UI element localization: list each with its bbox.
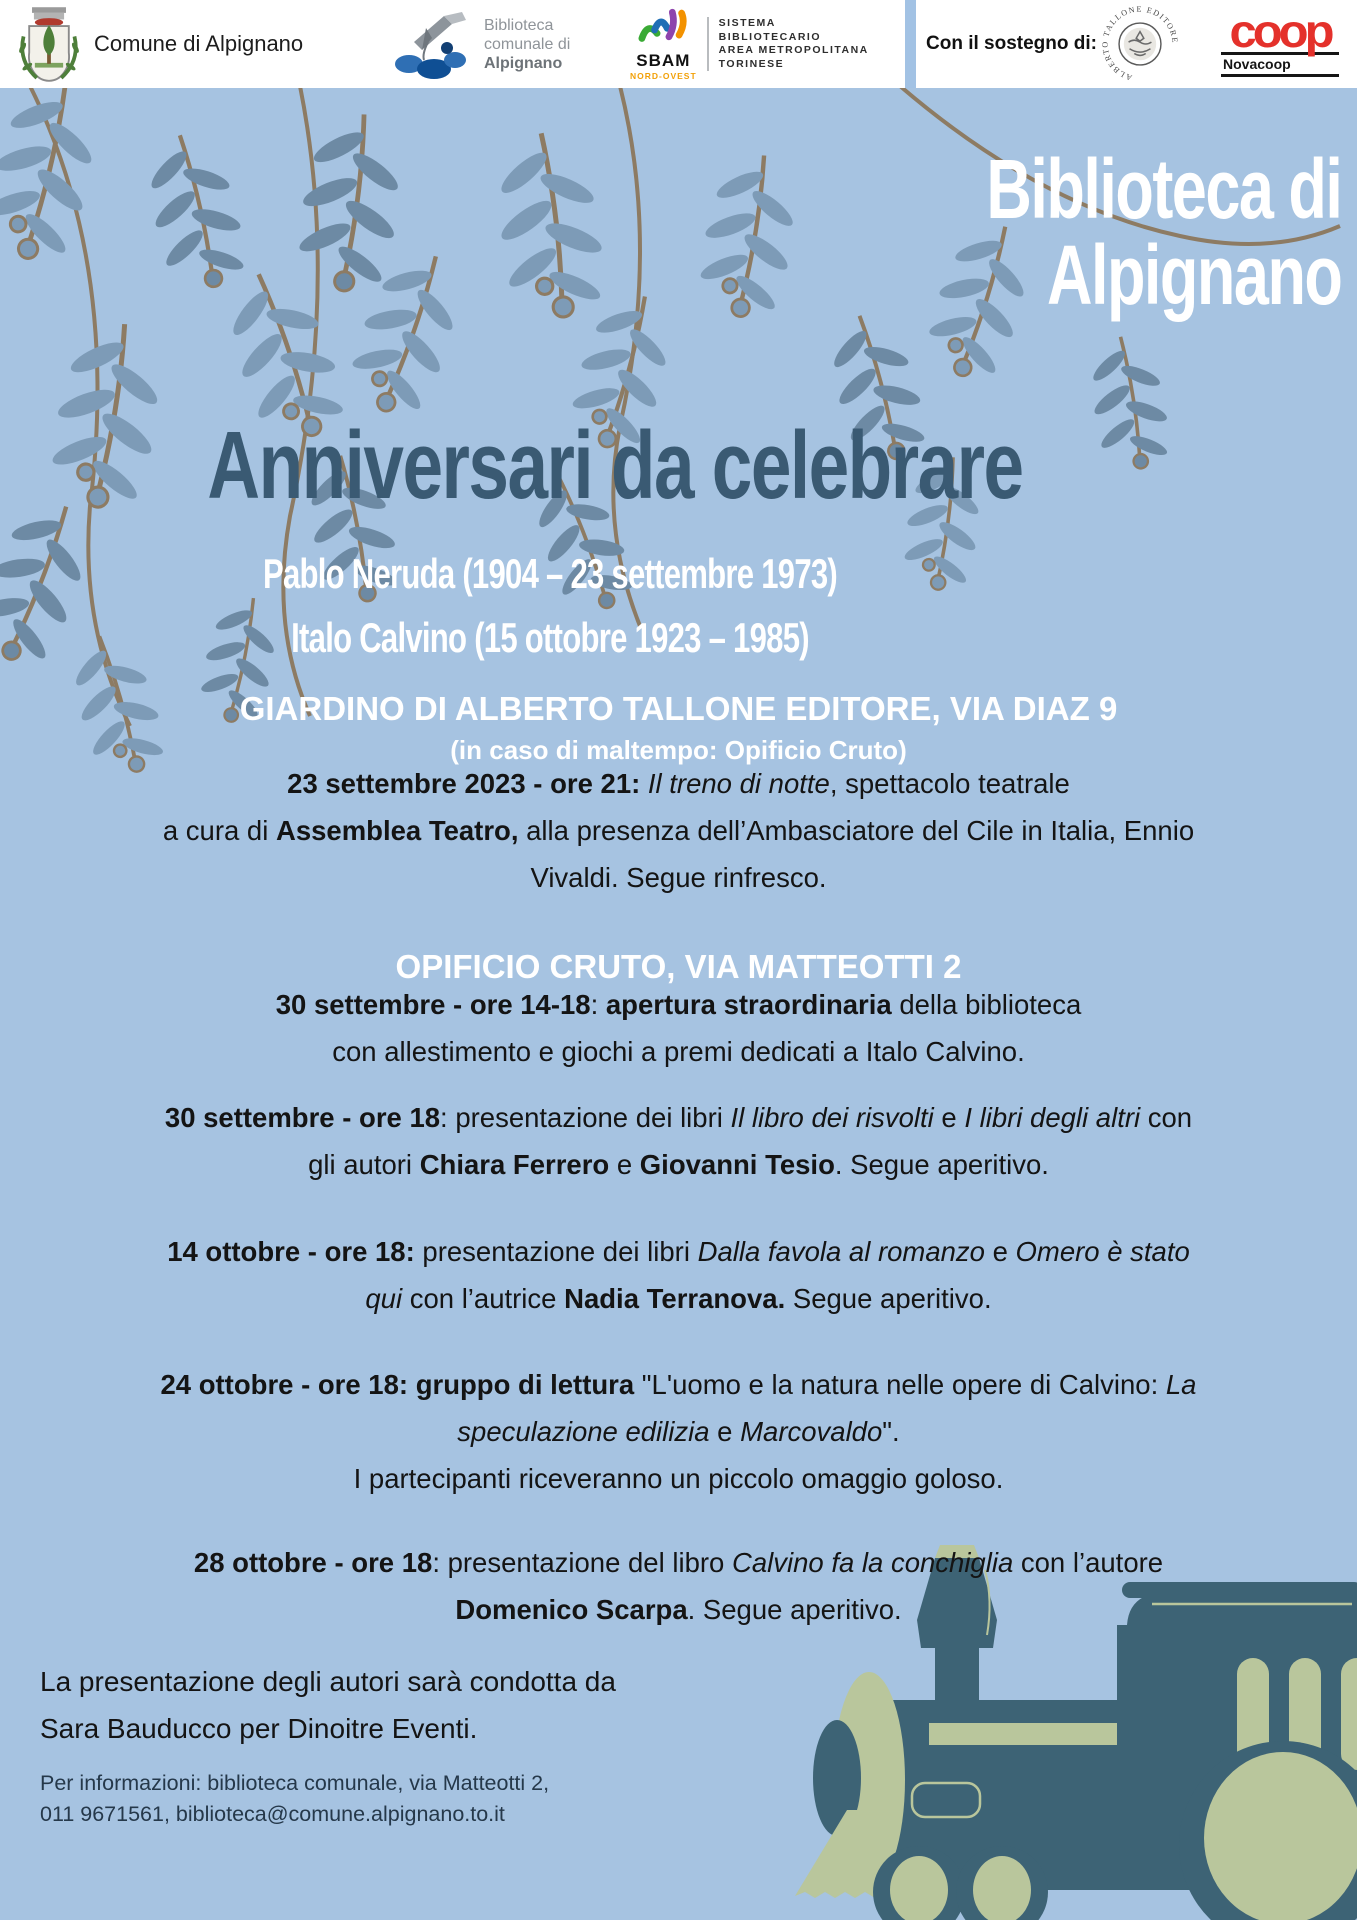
sbam-system-line: AREA METROPOLITANA <box>718 44 869 56</box>
novacoop-label: Novacoop <box>1221 52 1339 77</box>
subtitle-neruda: Pablo Neruda (1904 – 23 settembre 1973) <box>262 550 838 597</box>
event-30-settembre-apertura: 30 settembre - ore 14-18: apertura straordinaria della biblioteca con allestimento e giochi a premi dedicati a Italo Calvino. <box>275 989 1082 1067</box>
event-24-ottobre: 24 ottobre - ore 18: gruppo di lettura "L'uomo e la natura nelle opere di Calvino: La speculazione edilizia e Marcovaldo". I partecipanti riceveranno un piccolo omaggio goloso. <box>160 1369 1197 1494</box>
event-14-ottobre: 14 ottobre - ore 18: presentazione dei libri Dalla favola al romanzo e Omero è stato qui con l’autrice Nadia Terranova. Segue aperitivo. <box>167 1236 1190 1314</box>
contact-info: Per informazioni: biblioteca comunale, via Matteotti 2, 011 9671561, biblioteca@comune.alpignano.to.it <box>40 1771 550 1826</box>
tallone-editore-logo <box>1100 4 1180 84</box>
closing-note: La presentazione degli autori sarà condotta da Sara Bauducco per Dinoitre Eventi. <box>40 1666 616 1744</box>
coop-brand <box>1221 0 1339 88</box>
library-title <box>985 142 1341 322</box>
library-title-line2: Alpignano <box>1046 228 1341 322</box>
event-23-settembre: 23 settembre 2023 - ore 21: Il treno di notte, spettacolo teatrale a cura di Assemblea Teatro, alla presenza dell’Ambasciatore del Cile in Italia, Ennio Vivaldi. Segue rinfresco. <box>162 768 1195 893</box>
library-title-line1: Biblioteca di <box>985 142 1341 236</box>
sbam-name: SBAM <box>636 50 691 70</box>
biblioteca-logo-icon <box>392 8 474 80</box>
comune-name: Comune di Alpignano <box>94 31 304 56</box>
sbam-system-line: BIBLIOTECARIO <box>718 30 822 43</box>
event-30-settembre-presentazione: 30 settembre - ore 18: presentazione dei libri Il libro dei risvolti e I libri degli altri con gli autori Chiara Ferrero e Giovanni Tesio. Segue aperitivo. <box>164 1102 1193 1180</box>
sbam-system-text <box>719 17 869 71</box>
sbam-divider <box>707 17 709 71</box>
subtitle-calvino: Italo Calvino (15 ottobre 1923 – 1985) <box>291 614 809 661</box>
venue1-note: (in caso di maltempo: Opificio Cruto) <box>450 735 907 765</box>
sbam-logo-block <box>630 8 697 81</box>
support-label: Con il sostegno di: <box>926 33 1097 54</box>
sbam-system-line: TORINESE <box>718 57 785 70</box>
venue1-title: GIARDINO DI ALBERTO TALLONE EDITORE, VIA DIAZ 9 <box>239 690 1118 727</box>
sbam-logo-icon <box>637 8 689 52</box>
sbam-brand <box>630 0 869 88</box>
header-blue-divider <box>905 0 916 88</box>
biblioteca-logo-text <box>484 16 570 73</box>
comune-brand <box>16 0 303 88</box>
coop-logo-text: coop <box>1229 5 1331 58</box>
event-28-ottobre: 28 ottobre - ore 18: presentazione del libro Calvino fa la conchiglia con l’autore Domenico Scarpa. Segue aperitivo. <box>193 1547 1164 1625</box>
biblioteca-line3: Alpignano <box>484 54 563 72</box>
sbam-area-label: NORD-OVEST <box>630 70 697 81</box>
comune-coat-of-arms-icon <box>16 4 82 84</box>
biblioteca-line1: Biblioteca <box>484 16 554 34</box>
tallone-seal-text: ALBERTO TALLONE EDITORE <box>1100 4 1180 83</box>
biblioteca-brand <box>392 0 570 88</box>
main-title: Anniversari da celebrare <box>207 412 1023 519</box>
header-bar <box>0 0 1357 88</box>
venue2-title: OPIFICIO CRUTO, VIA MATTEOTTI 2 <box>395 948 962 985</box>
biblioteca-line2: comunale di <box>484 35 571 53</box>
sbam-system-line: SISTEMA <box>718 17 776 29</box>
tallone-brand <box>1100 0 1180 88</box>
